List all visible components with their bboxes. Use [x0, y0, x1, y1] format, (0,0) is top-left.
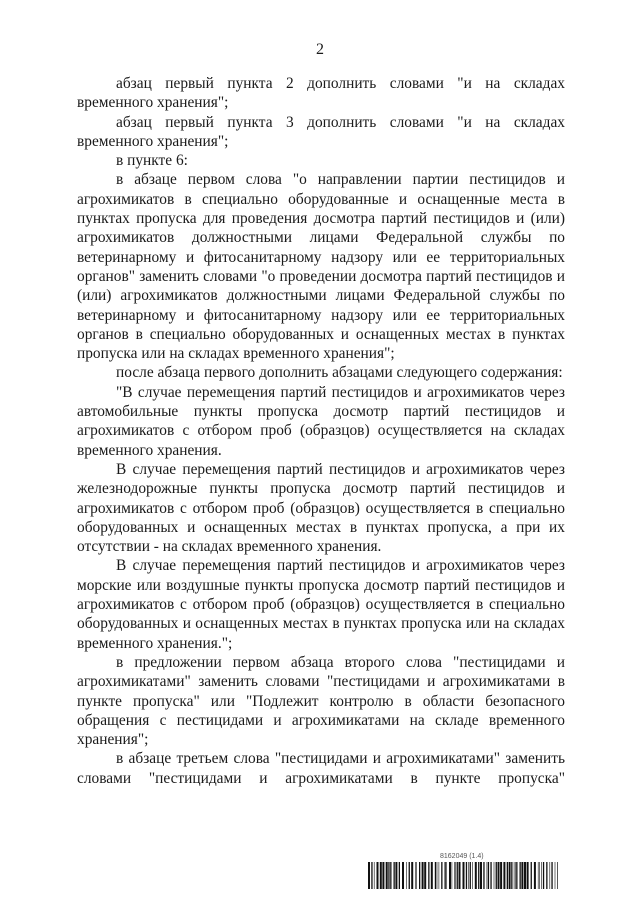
- paragraph-amend-point-2: абзац первый пункта 2 дополнить словами "и на складах временного хранения";: [77, 75, 565, 112]
- paragraph-add-abzacs-intro: после абзаца первого дополнить абзацами следующего содержания:: [116, 364, 563, 382]
- paragraph-point-6-heading: в пункте 6:: [116, 152, 188, 170]
- page-number: 2: [316, 41, 324, 58]
- document-body: [77, 74, 565, 788]
- paragraph-amend-point-3: абзац первый пункта 3 дополнить словами "и на складах временного хранения";: [77, 113, 565, 150]
- barcode-image: [368, 862, 558, 889]
- paragraph-sea-air-checkpoints: В случае перемещения партий пестицидов и агрохимикатов через морские или воздушные пункты пропуска досмотр партий пестицидов и агрохимикатов с отбором проб (образцов) осуществляется в специально оборудованных и оснащенных местах в пунктах пропуска или на складах временного хранения.";: [77, 557, 565, 652]
- paragraph-second-abzac-replacement: в предложении первом абзаца второго слова "пестицидами и агрохимикатами" заменить словами "пестицидами и агрохимикатами в пункте пропуска" или "Подлежит контролю в области безопасного обращения с пестицидами и агрохимикатами на складе временного хранения";: [77, 653, 565, 749]
- document-code: 8162049 (1.4): [440, 853, 484, 860]
- paragraph-third-abzac-replacement: в абзаце третьем слова "пестицидами и агрохимикатами" заменить словами "пестицидами и агрохимикатами в пункте пропуска": [77, 750, 565, 787]
- paragraph-rail-checkpoints: В случае перемещения партий пестицидов и агрохимикатов через железнодорожные пункты пропуска досмотр партий пестицидов и агрохимикатов с отбором проб (образцов) осуществляется в специально оборудованных и оснащенных местах в пунктах пропуска, а при их отсутствии - на складах временного хранения.: [77, 460, 565, 556]
- paragraph-road-checkpoints: "В случае перемещения партий пестицидов и агрохимикатов через автомобильные пункты пропуска досмотр партий пестицидов и агрохимикатов с отбором проб (образцов) осуществляется на складах временного хранения.: [77, 383, 565, 459]
- paragraph-first-abzac-replacement: в абзаце первом слова "о направлении партии пестицидов и агрохимикатов в специально оборудованные и оснащенные места в пунктах пропуска для проведения досмотра партий пестицидов и (или) агрохимикатов должностными лицами Федеральной службы по ветеринарному и фитосанитарному надзору или ее территориальных органов" заменить словами "о проведении досмотра партий пестицидов и (или) агрохимикатов должностными лицами Федеральной службы по ветеринарному и фитосанитарному надзору или ее территориальных органов в специально оборудованных и оснащенных местах в пунктах пропуска или на складах временного хранения";: [77, 171, 565, 363]
